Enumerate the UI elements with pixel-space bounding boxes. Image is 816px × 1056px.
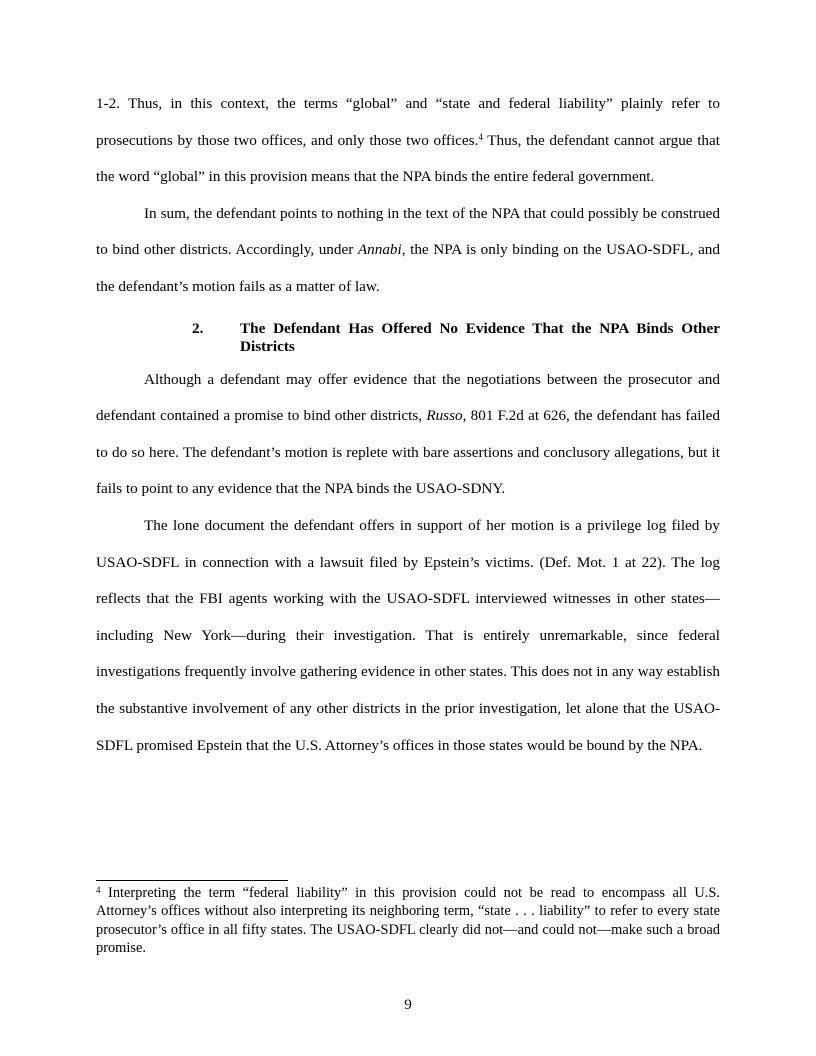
paragraph-text: 1-2. Thus, in this context, the terms “global” and “state and federal liability” plainly refer to prosecutions by those two offices, and only those two offices. bbox=[96, 95, 720, 149]
page-number: 9 bbox=[404, 996, 412, 1013]
paragraph-text: Although a defendant may offer evidence that the negotiations between the prosecutor and defendant contained a promise to bind other districts, bbox=[96, 370, 720, 425]
paragraph-text: Thus, the defendant cannot argue that the word “global” in this provision means that the NPA binds the entire federal government. bbox=[96, 131, 720, 186]
section-title: The Defendant Has Offered No Evidence That the NPA Binds Other Districts bbox=[240, 319, 720, 355]
footnote-number: 4 bbox=[96, 885, 101, 895]
paragraph-text: The lone document the defendant offers in support of her motion is a privilege log filed by USAO-SDFL in connection with a lawsuit filed by Epstein’s victims. (Def. Mot. 1 at 22). The log reflects that the FBI agents working with the USAO-SDFL interviewed witnesses in other states—including New York—during their investigation. That is entirely unremarkable, since federal investigations frequently involve gathering evidence in other states. This does not in any way establish the substantive involvement of any other districts in the prior investigation, let alone that the USAO-SDFL promised Epstein that the U.S. Attorney’s offices in those states would be bound by the NPA. bbox=[96, 516, 720, 754]
paragraph-text: , 801 F.2d at 626, the defendant has failed to do so here. The defendant’s motion is replete with bare assertions and conclusory allegations, but it fails to point to any evidence that the NPA binds the USAO-SDNY. bbox=[96, 407, 720, 498]
footnote-divider bbox=[96, 880, 288, 881]
section-number: 2. bbox=[192, 319, 204, 337]
document-body bbox=[96, 86, 720, 764]
paragraph-global-liability bbox=[96, 86, 720, 196]
footnote-reference[interactable]: 4 bbox=[478, 131, 483, 142]
paragraph-in-sum bbox=[96, 196, 720, 306]
paragraph-privilege-log bbox=[96, 508, 720, 764]
paragraph-text: , the NPA is only binding on the USAO-SDFL, and the defendant’s motion fails as a matter of law. bbox=[96, 241, 720, 295]
case-citation: Russo bbox=[426, 407, 463, 425]
paragraph-no-evidence bbox=[96, 362, 720, 508]
footnote-text: Interpreting the term “federal liability” in this provision could not be read to encompass all U.S. Attorney’s offices without also interpreting its neighboring term, “state . . . liability” to refer to every state prosecutor’s office in all fifty states. The USAO-SDFL clearly did not—and could not—make such a broad promise. bbox=[96, 885, 720, 957]
section-heading bbox=[96, 320, 720, 356]
case-citation: Annabi bbox=[357, 241, 402, 259]
paragraph-text: In sum, the defendant points to nothing in the text of the NPA that could possibly be construed to bind other districts. Accordingly, under bbox=[96, 204, 720, 259]
footnote bbox=[96, 884, 720, 958]
